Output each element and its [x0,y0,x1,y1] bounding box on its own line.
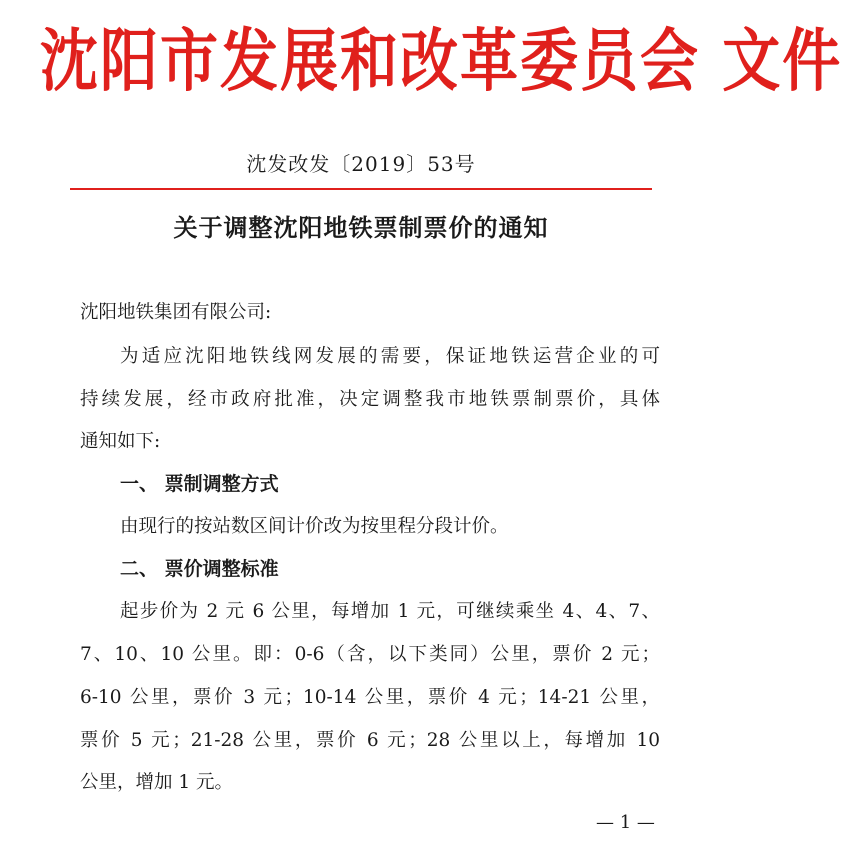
section-2-heading: 二、 票价调整标准 [120,558,279,580]
document-number: 沈发改发〔2019〕53号 [246,152,476,176]
section-2-line-5: 公里，增加 1 元。 [80,772,234,793]
masthead-title: 沈阳市发展和改革委员会 文件 [40,20,842,102]
section-2-line-3: 6-10 公里，票价 3 元；10-14 公里，票价 4 元；14-21 公里， [80,687,660,708]
notice-title: 关于调整沈阳地铁票制票价的通知 [173,214,549,242]
section-2-line-2: 7、10、10 公里。即：0-6（含，以下类同）公里，票价 2 元； [80,644,660,665]
intro-line-1: 为适应沈阳地铁线网发展的需要，保证地铁运营企业的可 [120,346,660,367]
section-2-line-1: 起步价为 2 元 6 公里，每增加 1 元，可继续乘坐 4、4、7、 [120,601,660,622]
intro-line-2: 持续发展，经市政府批准，决定调整我市地铁票制票价，具体 [80,389,660,410]
recipient-line: 沈阳地铁集团有限公司: [80,302,272,323]
page-number: — 1 — [596,812,655,833]
section-1-heading: 一、 票制调整方式 [120,473,279,495]
section-2-line-4: 票价 5 元；21-28 公里，票价 6 元；28 公里以上，每增加 10 [80,730,660,751]
intro-line-3: 通知如下: [80,431,161,452]
section-1-text: 由现行的按站数区间计价改为按里程分段计价。 [120,516,509,537]
red-divider-line [70,188,652,190]
